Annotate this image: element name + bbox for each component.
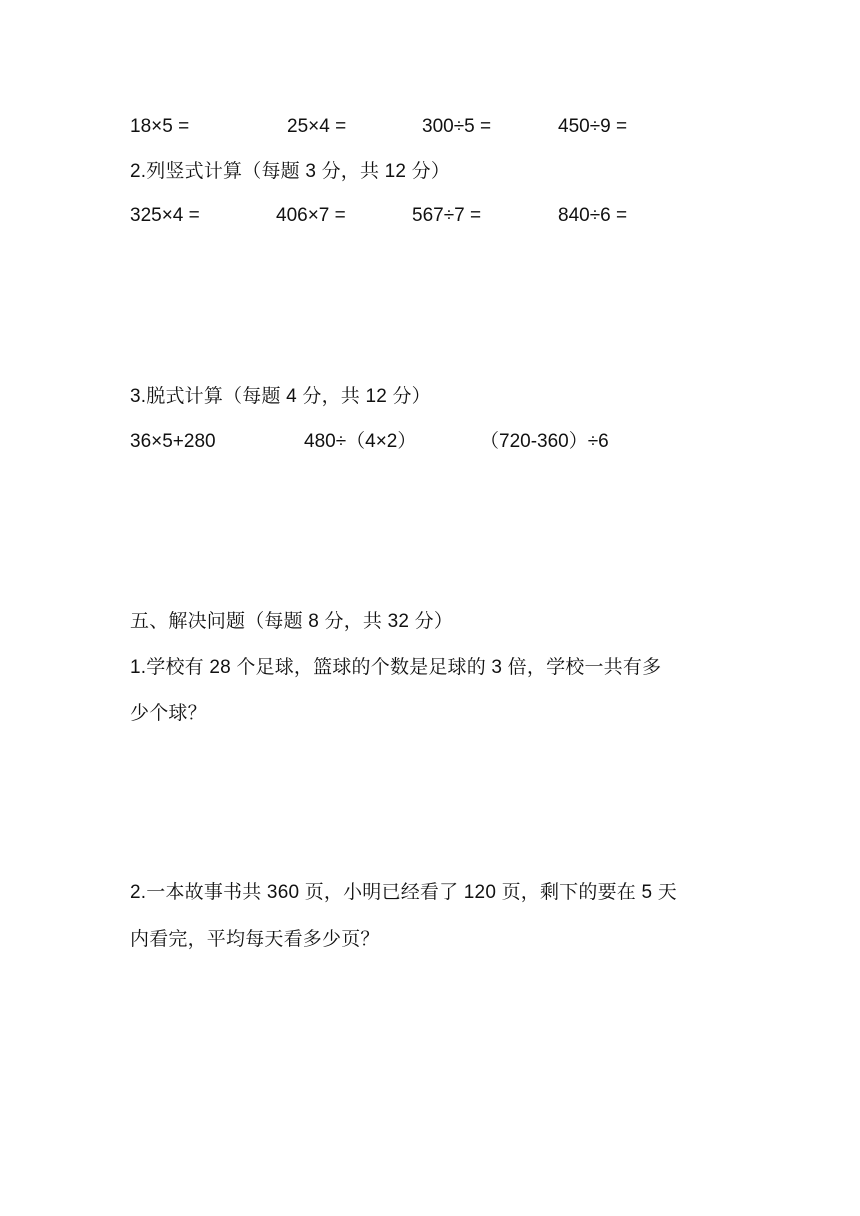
word-problem-2-line-1: 2.一本故事书共 360 页，小明已经看了 120 页，剩下的要在 5 天 — [130, 882, 677, 903]
oral-calc-item: 450÷9 = — [558, 116, 628, 137]
vertical-calc-row — [0, 202, 860, 230]
oral-calc-row — [0, 113, 860, 141]
oral-calc-item: 25×4 = — [287, 116, 347, 137]
vertical-calc-item: 325×4 = — [130, 205, 200, 226]
vertical-calc-item: 567÷7 = — [412, 205, 482, 226]
oral-calc-item: 18×5 = — [130, 116, 190, 137]
oral-calc-item: 300÷5 = — [422, 116, 492, 137]
word-problem-1-line-2: 少个球？ — [130, 703, 207, 724]
step-calc-row — [0, 428, 860, 456]
part-5-heading: 五、解决问题（每题 8 分，共 32 分） — [130, 611, 454, 632]
vertical-calc-item: 406×7 = — [276, 205, 346, 226]
vertical-calc-item: 840÷6 = — [558, 205, 628, 226]
step-calc-item: 36×5+280 — [130, 431, 216, 452]
step-calc-item: （720-360）÷6 — [480, 431, 609, 452]
step-calc-item: 480÷（4×2） — [304, 431, 417, 452]
word-problem-1-line-1: 1.学校有 28 个足球，篮球的个数是足球的 3 倍，学校一共有多 — [130, 657, 662, 678]
section-3-heading: 3.脱式计算（每题 4 分，共 12 分） — [130, 386, 431, 407]
section-2-heading: 2.列竖式计算（每题 3 分，共 12 分） — [130, 161, 451, 182]
word-problem-2-line-2: 内看完，平均每天看多少页？ — [130, 929, 380, 950]
